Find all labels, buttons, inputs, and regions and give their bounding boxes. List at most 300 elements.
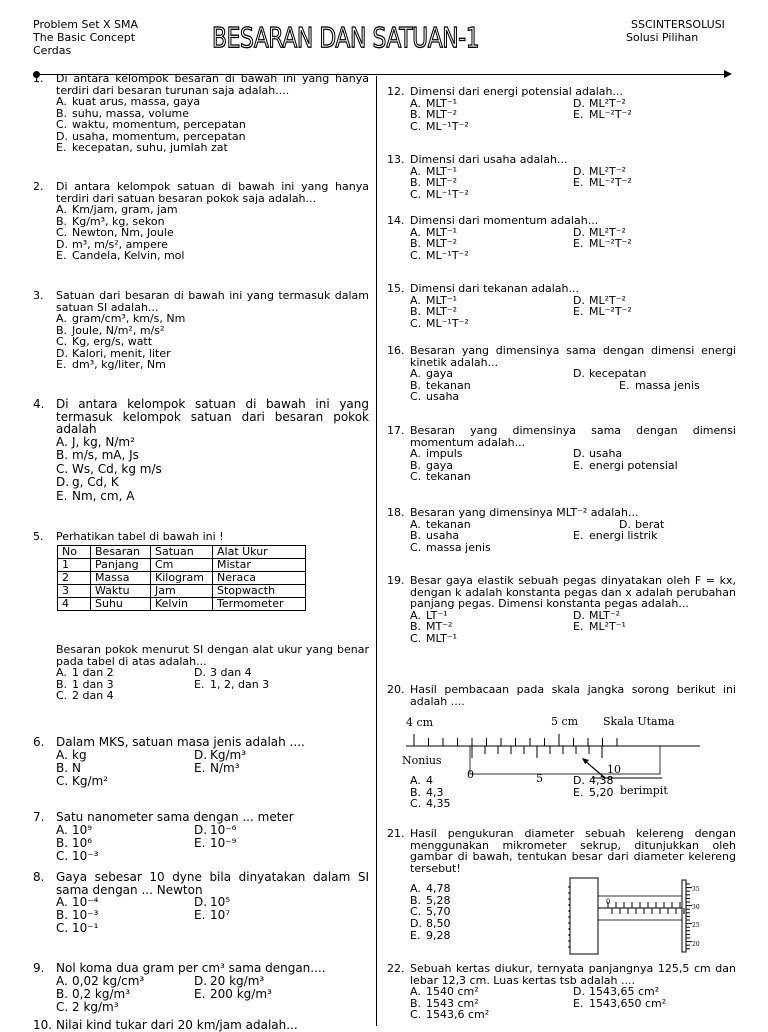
- option-letter: A.: [56, 312, 67, 325]
- option-text: tekanan: [426, 517, 471, 531]
- option-letter: B.: [56, 835, 69, 850]
- option-text: 10⁻⁴: [72, 895, 99, 909]
- option-letter: D.: [56, 475, 70, 489]
- question-stem: Besaran yang dimensinya sama dengan dimensi momentum adalah...: [410, 424, 736, 449]
- question-12: [387, 86, 736, 132]
- option-a: [56, 824, 194, 837]
- option-letter: A.: [56, 666, 67, 679]
- option-d: [56, 476, 369, 490]
- option-text: MLT⁻¹: [426, 96, 458, 110]
- option-letter: A.: [56, 203, 67, 216]
- option-text: 4,35: [426, 797, 451, 810]
- header-right-line-1: SSCINTERSOLUSI: [631, 18, 725, 31]
- option-text: MLT⁻²: [426, 305, 458, 318]
- question-stem: Dimensi dari tekanan adalah...: [410, 282, 579, 295]
- question-number: 12.: [387, 85, 405, 98]
- option-text: Candela, Kelvin, mol: [72, 249, 185, 262]
- option-letter: E.: [573, 996, 584, 1010]
- option-text: m³, m/s², ampere: [72, 237, 168, 251]
- question-4: [33, 398, 369, 503]
- option-row: [56, 922, 369, 935]
- question-number: 5.: [33, 530, 44, 543]
- option-text: ML²T⁻²: [589, 225, 626, 239]
- option-text: energi listrik: [589, 529, 658, 542]
- option-letter: E.: [573, 176, 584, 189]
- question-17: [387, 425, 736, 483]
- option-text: 4,78: [426, 882, 451, 895]
- question-stem: Di antara kelompok satuan di bawah ini yang hanya terdiri dari satuan besaran pokok saja adalah...: [56, 180, 369, 205]
- option-text: ML²T⁻¹: [589, 620, 626, 633]
- option-letter: D.: [573, 293, 585, 307]
- option-c: [410, 250, 573, 262]
- question-stem: Besar gaya elastik sebuah pegas dinyatakan oleh F = kx, dengan k adalah konstanta pegas dan x adalah perubahan panjang pegas. Dimensi konstanta pegas adalah...: [410, 574, 736, 610]
- option-letter: C.: [410, 248, 422, 262]
- option-text: 1 dan 2: [72, 666, 114, 679]
- question-22: [387, 963, 736, 1021]
- option-letter: A.: [410, 447, 421, 460]
- option-letter: E.: [573, 108, 584, 121]
- header-left: [33, 18, 138, 57]
- option-text: kuat arus, massa, gaya: [72, 95, 201, 108]
- question-number: 15.: [387, 282, 405, 295]
- question-stem-after-table: Besaran pokok menurut SI dengan alat ukur yang benar pada tabel di atas adalah...: [56, 643, 369, 668]
- option-letter: A.: [410, 774, 421, 787]
- option-c: [56, 336, 369, 348]
- option-row: [56, 690, 369, 702]
- option-text: 5,70: [426, 905, 451, 919]
- question-stem: Sebuah kertas diukur, ternyata panjangnya 125,5 cm dan lebar 12,3 cm. Luas kertas tsb adalah ....: [410, 962, 736, 987]
- question-stem: Nol koma dua gram per cm³ sama dengan....: [56, 961, 326, 975]
- option-text: m/s, mA, Js: [72, 448, 139, 462]
- option-text: Km/jam, gram, jam: [72, 203, 178, 216]
- option-letter: B.: [56, 986, 69, 1001]
- question-stem: Besaran yang dimensinya sama dengan dimensi energi kinetik adalah...: [410, 344, 736, 369]
- main-scale-title: Skala Utama: [603, 715, 675, 728]
- option-b: [56, 837, 194, 850]
- option-letter: D.: [619, 517, 631, 531]
- option-row: [410, 986, 736, 998]
- option-row: [410, 189, 736, 201]
- option-row: [410, 306, 736, 318]
- option-letter: A.: [56, 822, 68, 837]
- question-number: 14.: [387, 214, 405, 227]
- option-letter: C.: [410, 119, 422, 133]
- option-row: [410, 448, 736, 460]
- question-stem: Hasil pengukuran diameter sebuah kelereng dengan menggunakan mikrometer sekrup, ditunjukkan oleh gambar di bawah, tentukan besar dari diameter kelereng tersebut!: [410, 827, 736, 875]
- question-5-continuation: [56, 644, 369, 702]
- option-letter: D.: [410, 917, 422, 931]
- option-text: 10⁵: [210, 895, 231, 909]
- question-number: 18.: [387, 506, 405, 519]
- question-7: [33, 811, 369, 863]
- option-letter: E.: [194, 986, 206, 1001]
- option-letter: B.: [410, 176, 422, 189]
- column-divider: [376, 76, 377, 1026]
- option-text: massa jenis: [635, 378, 700, 392]
- question-18: [387, 507, 736, 553]
- table-cell: 2: [58, 572, 91, 585]
- option-letter: C.: [410, 905, 422, 919]
- option-d: [194, 749, 246, 762]
- option-text: Kalori, menit, liter: [72, 346, 171, 360]
- question-number: 22.: [387, 962, 405, 975]
- question-5: [33, 531, 369, 543]
- option-text: massa jenis: [426, 540, 491, 554]
- question-8: [33, 871, 369, 935]
- option-letter: B.: [56, 214, 68, 228]
- option-a: [56, 436, 369, 450]
- option-e: [573, 787, 614, 799]
- option-letter: A.: [56, 895, 68, 909]
- option-e: [573, 177, 632, 189]
- option-letter: E.: [194, 835, 206, 850]
- question-15: [387, 283, 736, 329]
- option-d: [194, 975, 264, 988]
- option-letter: E.: [619, 378, 630, 392]
- option-text: tekanan: [426, 378, 471, 392]
- option-text: 3 dan 4: [210, 666, 252, 679]
- option-text: usaha: [426, 390, 460, 403]
- option-e: [194, 837, 236, 850]
- option-letter: B.: [56, 908, 69, 922]
- option-text: Kg/m³: [210, 747, 247, 762]
- option-a: [410, 986, 573, 998]
- option-c: [56, 922, 194, 935]
- main-scale-ticks: [414, 734, 617, 746]
- option-text: 0,2 kg/m³: [72, 986, 131, 1001]
- page-title: BESARAN DAN SATUAN-1: [212, 21, 480, 54]
- option-letter: A.: [56, 973, 68, 988]
- option-letter: E.: [573, 237, 584, 250]
- table-cell: Kelvin: [151, 598, 213, 611]
- option-e: [573, 109, 632, 121]
- option-c: [56, 227, 369, 239]
- options: [56, 204, 369, 262]
- option-text: 1540 cm²: [426, 985, 479, 998]
- option-b: [410, 109, 573, 121]
- option-letter: A.: [56, 95, 67, 108]
- option-text: usaha, momentum, percepatan: [72, 129, 246, 143]
- option-text: 1, 2, dan 3: [210, 677, 270, 691]
- table-cell: Stopwacth: [213, 585, 306, 598]
- option-letter: E.: [194, 908, 206, 922]
- question-number: 17.: [387, 424, 405, 437]
- option-letter: A.: [410, 882, 421, 895]
- option-row: [56, 850, 369, 863]
- question-21: [387, 828, 736, 874]
- option-letter: C.: [410, 1008, 422, 1021]
- option-text: ML⁻²T⁻²: [589, 108, 632, 121]
- options: [56, 436, 369, 504]
- option-letter: A.: [410, 293, 421, 307]
- option-letter: B.: [410, 108, 422, 121]
- option-text: kecepatan, suhu, jumlah zat: [72, 141, 228, 154]
- option-text: 1543,6 cm²: [426, 1008, 490, 1021]
- table-header-cell: No: [58, 546, 91, 559]
- option-e: [410, 930, 570, 942]
- options: [410, 986, 736, 1021]
- option-text: usaha: [426, 529, 460, 542]
- option-c: [56, 775, 194, 788]
- option-text: 10⁷: [210, 908, 231, 922]
- option-a: [56, 96, 369, 108]
- rule-arrow-icon: [724, 70, 732, 78]
- question-number: 2.: [33, 180, 44, 193]
- question-2: [33, 181, 369, 262]
- option-text: 9,28: [426, 928, 451, 942]
- option-letter: B.: [410, 620, 422, 633]
- option-letter: C.: [56, 773, 69, 788]
- option-text: 10⁻¹: [72, 921, 99, 935]
- option-row: [410, 798, 740, 810]
- question-number: 1.: [33, 72, 44, 85]
- option-letter: B.: [410, 996, 422, 1010]
- option-letter: B.: [410, 237, 422, 250]
- question-6: [33, 736, 369, 788]
- option-b: [410, 306, 573, 318]
- option-letter: A.: [56, 434, 68, 449]
- option-row: [410, 121, 736, 133]
- option-e: [194, 762, 240, 775]
- question-number: 19.: [387, 574, 405, 587]
- option-c: [410, 798, 573, 810]
- option-row: [410, 621, 736, 633]
- option-letter: E.: [194, 760, 206, 775]
- options: [56, 975, 369, 1014]
- option-text: ML⁻¹T⁻²: [426, 119, 469, 133]
- option-text: 2 dan 4: [72, 689, 114, 702]
- option-letter: E.: [194, 677, 205, 691]
- main-scale-5cm-label: 5 cm: [551, 715, 579, 728]
- table-cell: Neraca: [213, 572, 306, 585]
- option-letter: E.: [410, 928, 421, 942]
- option-e: [573, 530, 657, 542]
- option-letter: C.: [410, 187, 422, 201]
- option-letter: D.: [56, 346, 68, 360]
- option-letter: E.: [573, 529, 584, 542]
- question-19: [387, 575, 736, 644]
- options: [410, 448, 736, 483]
- option-letter: B.: [410, 305, 422, 318]
- option-text: MLT⁻¹: [426, 225, 458, 239]
- option-c: [56, 690, 194, 702]
- option-e: [573, 621, 626, 633]
- question-number: 7.: [33, 810, 45, 824]
- option-text: MLT⁻¹: [426, 631, 458, 645]
- berimpit-label: berimpit: [620, 784, 668, 797]
- option-a: [410, 448, 573, 460]
- option-row: [410, 787, 740, 799]
- option-row: [410, 471, 736, 483]
- option-b: [56, 449, 369, 463]
- option-letter: C.: [56, 226, 68, 239]
- thimble: [682, 880, 686, 952]
- option-e: [56, 359, 369, 371]
- option-letter: B.: [410, 378, 422, 392]
- option-letter: B.: [56, 677, 68, 691]
- options: [410, 98, 736, 133]
- option-letter: C.: [56, 848, 69, 863]
- header-right: [626, 18, 725, 44]
- question-16: [387, 345, 736, 403]
- micrometer-frame: [570, 878, 598, 954]
- option-letter: B.: [410, 893, 422, 907]
- option-letter: B.: [410, 785, 422, 799]
- table-row: [58, 585, 306, 598]
- option-row: [410, 109, 736, 121]
- option-text: MT⁻²: [426, 620, 453, 633]
- option-row: [56, 988, 369, 1001]
- options: [410, 610, 736, 645]
- sleeve-zero-label: 0: [606, 898, 611, 906]
- option-row: [56, 824, 369, 837]
- option-text: gaya: [426, 367, 453, 380]
- option-d: [573, 368, 646, 380]
- option-letter: D.: [194, 973, 208, 988]
- question-number: 8.: [33, 870, 45, 884]
- thimble-ticks: [686, 884, 692, 949]
- option-c: [410, 471, 573, 483]
- option-e: [56, 250, 369, 262]
- option-b: [410, 530, 573, 542]
- nonius-5-label: 5: [536, 772, 543, 785]
- option-text: 4,38: [589, 774, 614, 787]
- option-letter: A.: [410, 985, 421, 998]
- options: [56, 824, 369, 863]
- option-c: [56, 463, 369, 477]
- option-c: [410, 1009, 573, 1021]
- option-row: [410, 530, 736, 542]
- option-row: [410, 318, 736, 330]
- option-text: g, Cd, K: [72, 475, 119, 489]
- option-text: 4,3: [426, 785, 444, 799]
- question-stem: Besaran yang dimensinya MLT⁻² adalah...: [410, 506, 639, 519]
- question-10: [33, 1019, 369, 1032]
- option-letter: D.: [573, 164, 585, 178]
- option-text: 1543,650 cm²: [589, 996, 667, 1010]
- option-c: [410, 121, 573, 133]
- option-b: [410, 621, 573, 633]
- option-text: 1543 cm²: [426, 996, 479, 1010]
- table-cell: Suhu: [91, 598, 151, 611]
- option-c: [410, 318, 573, 330]
- question-number: 4.: [33, 397, 45, 411]
- option-row: [410, 542, 736, 554]
- question-stem: Dimensi dari energi potensial adalah...: [410, 85, 624, 98]
- option-row: [410, 633, 736, 645]
- table-row: [58, 559, 306, 572]
- option-letter: C.: [56, 335, 68, 348]
- option-text: N: [72, 760, 81, 775]
- table-cell: Cm: [151, 559, 213, 572]
- option-a: [56, 313, 369, 325]
- option-e: [56, 142, 369, 154]
- option-letter: A.: [410, 608, 421, 622]
- option-d: [194, 667, 252, 679]
- option-text: waktu, momentum, percepatan: [72, 118, 246, 131]
- option-text: ML⁻²T⁻²: [589, 305, 632, 318]
- option-letter: E.: [573, 620, 584, 633]
- option-text: Kg/m³, kg, sekon: [72, 214, 165, 228]
- question-21-options: [410, 883, 570, 941]
- option-row: [410, 1009, 736, 1021]
- option-a: [410, 883, 570, 895]
- question-stem: Hasil pembacaan pada skala jangka sorong berikut ini adalah ....: [410, 683, 736, 708]
- option-text: 20 kg/m³: [210, 973, 265, 988]
- option-letter: A.: [410, 517, 421, 531]
- question-3: [33, 290, 369, 371]
- option-text: 5,20: [589, 785, 614, 799]
- option-row: [56, 975, 369, 988]
- option-letter: B.: [410, 458, 422, 472]
- question-number: 9.: [33, 961, 45, 975]
- table-cell: Termometer: [213, 598, 306, 611]
- option-letter: A.: [56, 747, 68, 762]
- option-row: [56, 749, 369, 762]
- option-a: [56, 749, 194, 762]
- option-letter: A.: [410, 164, 421, 178]
- option-e: [573, 306, 632, 318]
- option-a: [410, 775, 573, 787]
- nonius-0-label: 0: [467, 768, 474, 781]
- option-text: 5,28: [426, 893, 451, 907]
- option-c: [56, 119, 369, 131]
- question-stem: Satu nanometer sama dengan ... meter: [56, 810, 294, 824]
- options: [410, 295, 736, 330]
- option-d: [410, 918, 570, 930]
- thimble-35-label: 35: [692, 886, 700, 893]
- option-text: kg: [72, 747, 87, 762]
- option-text: LT⁻¹: [426, 608, 448, 622]
- question-stem: Dimensi dari usaha adalah...: [410, 153, 568, 166]
- options: [410, 883, 570, 941]
- question-9: [33, 962, 369, 1014]
- option-text: J, kg, N/m²: [72, 434, 135, 449]
- option-text: energi potensial: [589, 458, 678, 472]
- option-letter: E.: [56, 249, 67, 262]
- option-letter: A.: [410, 225, 421, 239]
- option-letter: E.: [56, 141, 67, 154]
- option-a: [56, 667, 194, 679]
- option-letter: D.: [194, 895, 208, 909]
- option-letter: C.: [56, 118, 68, 131]
- option-letter: D.: [194, 666, 206, 679]
- options: [56, 667, 369, 702]
- table-row: [58, 598, 306, 611]
- option-row: [56, 837, 369, 850]
- options: [56, 96, 369, 154]
- thimble-25-label: 25: [692, 922, 700, 929]
- option-row: [56, 667, 369, 679]
- question-stem: Satuan dari besaran di bawah ini yang termasuk dalam satuan SI adalah...: [56, 289, 369, 314]
- question-stem: Nilai kind tukar dari 20 km/jam adalah...: [56, 1018, 298, 1032]
- table-header-cell: Besaran: [91, 546, 151, 559]
- table-cell: Jam: [151, 585, 213, 598]
- option-row: [410, 775, 740, 787]
- option-letter: C.: [410, 390, 422, 403]
- options: [56, 313, 369, 371]
- option-b: [56, 762, 194, 775]
- option-letter: D.: [573, 447, 585, 460]
- option-text: tekanan: [426, 470, 471, 483]
- question-stem: Di antara kelompok besaran di bawah ini yang hanya terdiri dari besaran turunan saja adalah....: [56, 72, 369, 97]
- question-13: [387, 154, 736, 200]
- table-cell: Waktu: [91, 585, 151, 598]
- main-scale-4cm-label: 4 cm: [406, 716, 434, 729]
- option-e: [573, 460, 678, 472]
- option-row: [410, 177, 736, 189]
- option-text: 10⁶: [72, 835, 93, 850]
